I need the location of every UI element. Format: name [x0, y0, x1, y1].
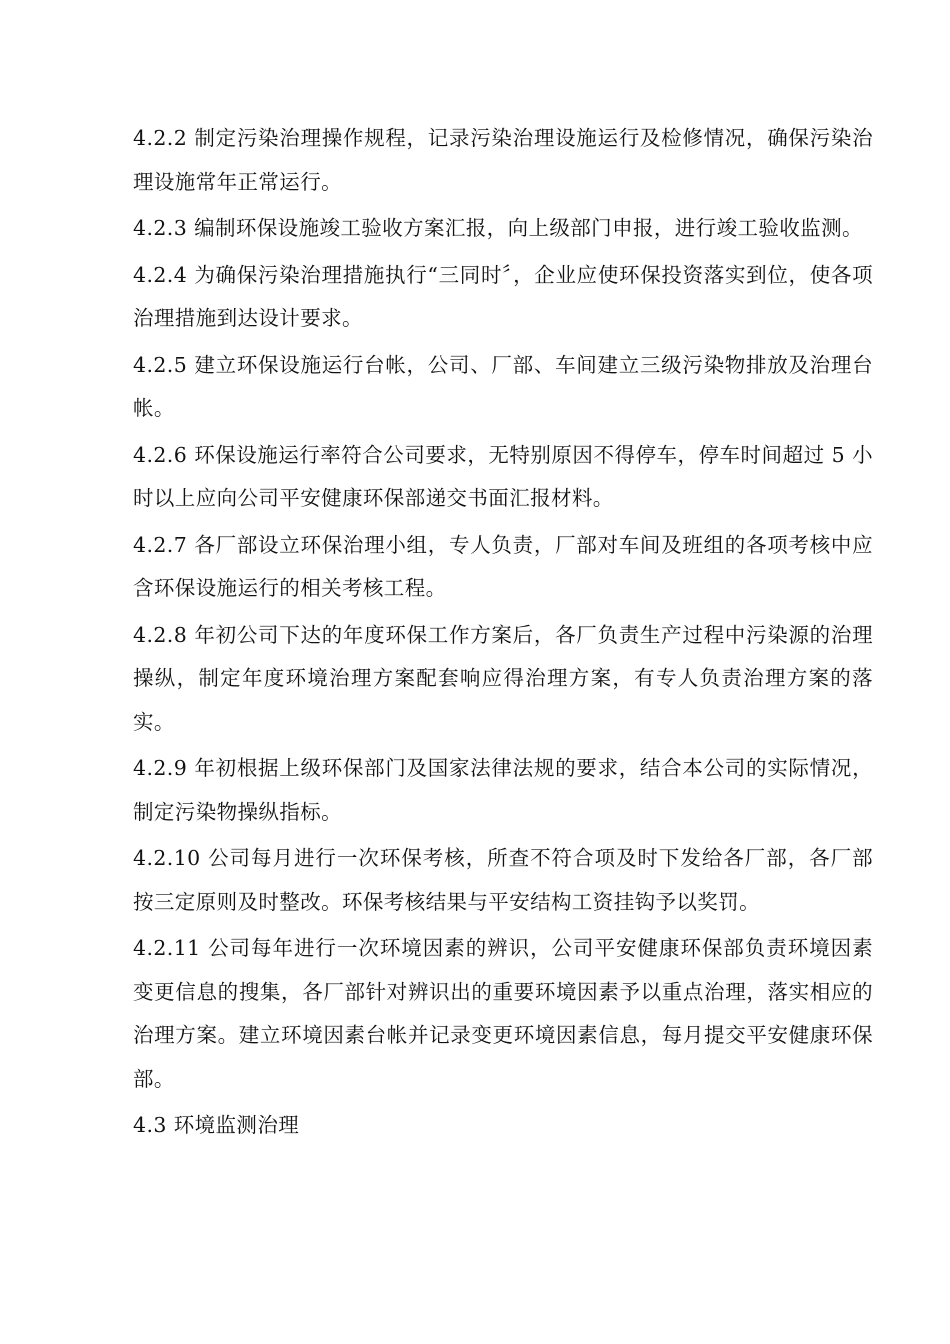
clause-4-2-2: 4.2.2 制定污染治理操作规程，记录污染治理设施运行及检修情况，确保污染治理设施常年正常运行。 [133, 126, 873, 194]
clause-4-2-4: 4.2.4 为确保污染治理措施执行“三同时〞，企业应使环保投资落实到位，使各项治理措施到达设计要求。 [133, 262, 873, 330]
clause-4-2-10: 4.2.10 公司每月进行一次环保考核，所查不符合项及时下发给各厂部，各厂部按三定原则及时整改。环保考核结果与平安结构工资挂钩予以奖罚。 [133, 846, 873, 914]
clause-4-2-11: 4.2.11 公司每年进行一次环境因素的辨识，公司平安健康环保部负责环境因素变更信息的搜集，各厂部针对辨识出的重要环境因素予以重点治理，落实相应的治理方案。建立环境因素台帐并记录变更环境因素信息，每月提交平安健康环保部。 [133, 936, 873, 1091]
section-heading-4-3: 4.3 环境监测治理 [133, 1113, 300, 1137]
clause-4-2-6: 4.2.6 环保设施运行率符合公司要求，无特别原因不得停车，停车时间超过 5 小时以上应向公司平安健康环保部递交书面汇报材料。 [133, 442, 873, 510]
clause-4-2-8: 4.2.8 年初公司下达的年度环保工作方案后，各厂负责生产过程中污染源的治理操纵，制定年度环境治理方案配套响应得治理方案，有专人负责治理方案的落实。 [133, 622, 873, 734]
clause-4-2-7: 4.2.7 各厂部设立环保治理小组，专人负责，厂部对车间及班组的各项考核中应含环保设施运行的相关考核工程。 [133, 532, 873, 600]
clause-4-2-5: 4.2.5 建立环保设施运行台帐，公司、厂部、车间建立三级污染物排放及治理台帐。 [133, 352, 873, 420]
clause-4-2-3: 4.2.3 编制环保设施竣工验收方案汇报，向上级部门申报，进行竣工验收监测。 [133, 216, 863, 240]
document-body [133, 117, 873, 1151]
clause-4-2-9: 4.2.9 年初根据上级环保部门及国家法律法规的要求，结合本公司的实际情况，制定污染物操纵指标。 [133, 756, 873, 824]
